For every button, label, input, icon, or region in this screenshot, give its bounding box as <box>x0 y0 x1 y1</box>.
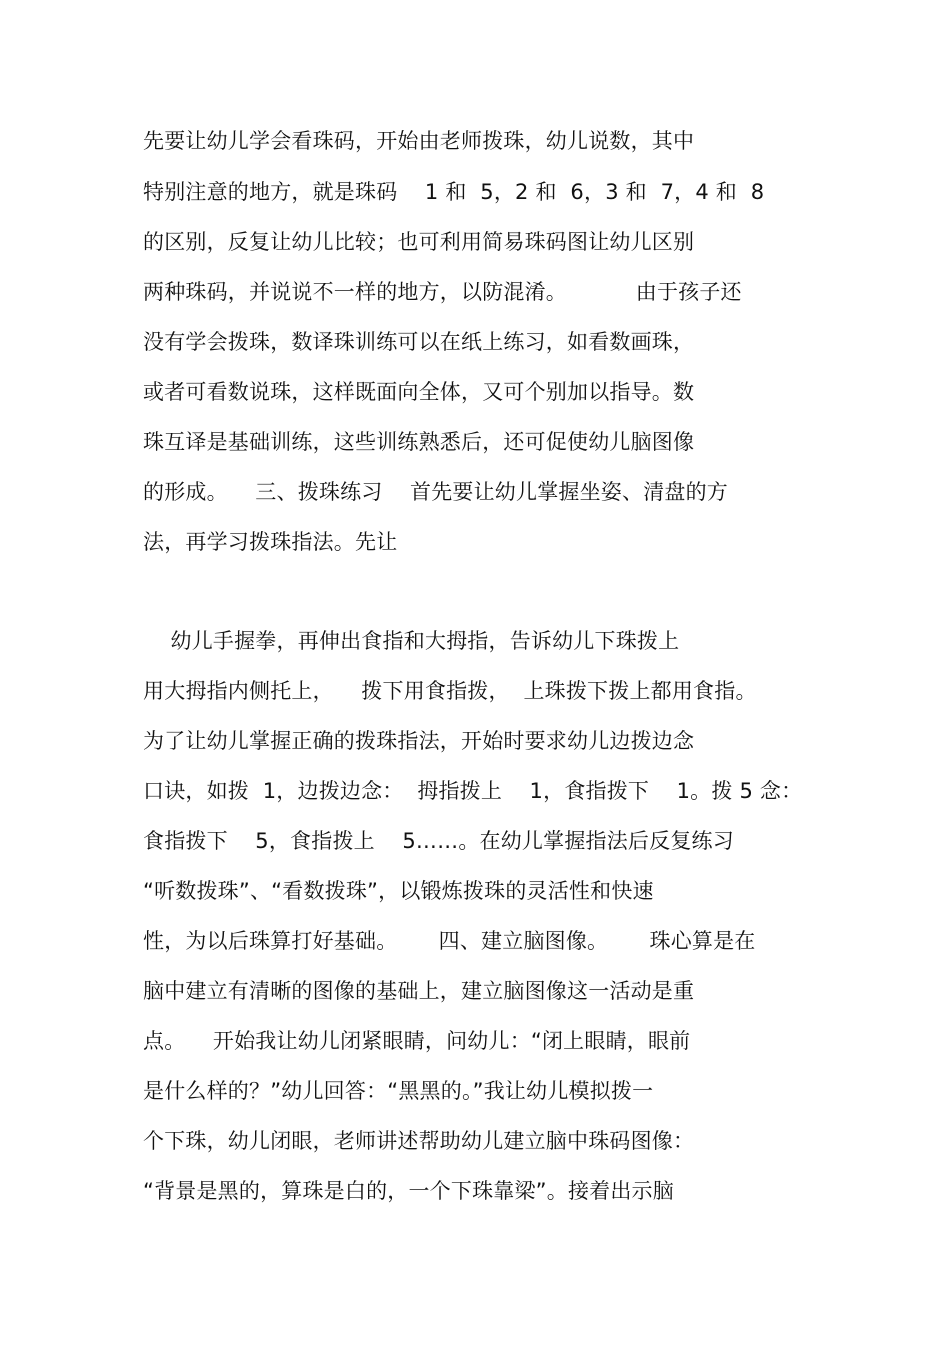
text-line: 脑中建立有清晰的图像的基础上，建立脑图像这一活动是重 <box>143 979 695 1003</box>
text-line: 两种珠码，并说说不一样的地方，以防混淆。 由于孩子还 <box>143 280 742 304</box>
text-line: 特别注意的地方，就是珠码 1 和 5，2 和 6，3 和 7，4 和 8 <box>143 180 765 204</box>
text-line: 是什么样的？”幼儿回答：“黑黑的。”我让幼儿模拟拨一 <box>143 1079 654 1103</box>
text-line: 为了让幼儿掌握正确的拨珠指法，开始时要求幼儿边拨边念 <box>143 729 695 753</box>
text-line: 法，再学习拨珠指法。先让 <box>143 530 398 554</box>
text-line: 性，为以后珠算打好基础。 四、建立脑图像。 珠心算是在 <box>143 929 756 953</box>
text-line: 口诀，如拨 1，边拨边念： 拇指拨上 1，食指拨下 1。拨 5 念： <box>143 779 803 803</box>
text-line: “背景是黑的，算珠是白的，一个下珠靠梁”。接着出示脑 <box>143 1179 674 1203</box>
text-line: 个下珠，幼儿闭眼，老师讲述帮助幼儿建立脑中珠码图像： <box>143 1129 695 1153</box>
text-line: 幼儿手握拳，再伸出食指和大拇指，告诉幼儿下珠拨上 <box>143 629 680 653</box>
text-line: 没有学会拨珠，数译珠训练可以在纸上练习，如看数画珠， <box>143 330 695 354</box>
text-line: 珠互译是基础训练，这些训练熟悉后，还可促使幼儿脑图像 <box>143 430 695 454</box>
text-line: 或者可看数说珠，这样既面向全体，又可个别加以指导。数 <box>143 380 695 404</box>
text-line: “听数拨珠”、“看数拨珠”，以锻炼拨珠的灵活性和快速 <box>143 879 654 903</box>
text-line: 先要让幼儿学会看珠码，开始由老师拨珠，幼儿说数，其中 <box>143 129 695 153</box>
text-line: 的形成。 三、拨珠练习 首先要让幼儿掌握坐姿、清盘的方 <box>143 480 728 504</box>
text-line: 食指拨下 5，食指拨上 5……。在幼儿掌握指法后反复练习 <box>143 829 734 853</box>
text-line: 点。 开始我让幼儿闭紧眼睛，问幼儿：“闭上眼睛，眼前 <box>143 1029 691 1053</box>
text-line: 用大拇指内侧托上， 拨下用食指拨， 上珠拨下拨上都用食指。 <box>143 679 757 703</box>
text-line: 的区别，反复让幼儿比较；也可利用简易珠码图让幼儿区别 <box>143 230 695 254</box>
